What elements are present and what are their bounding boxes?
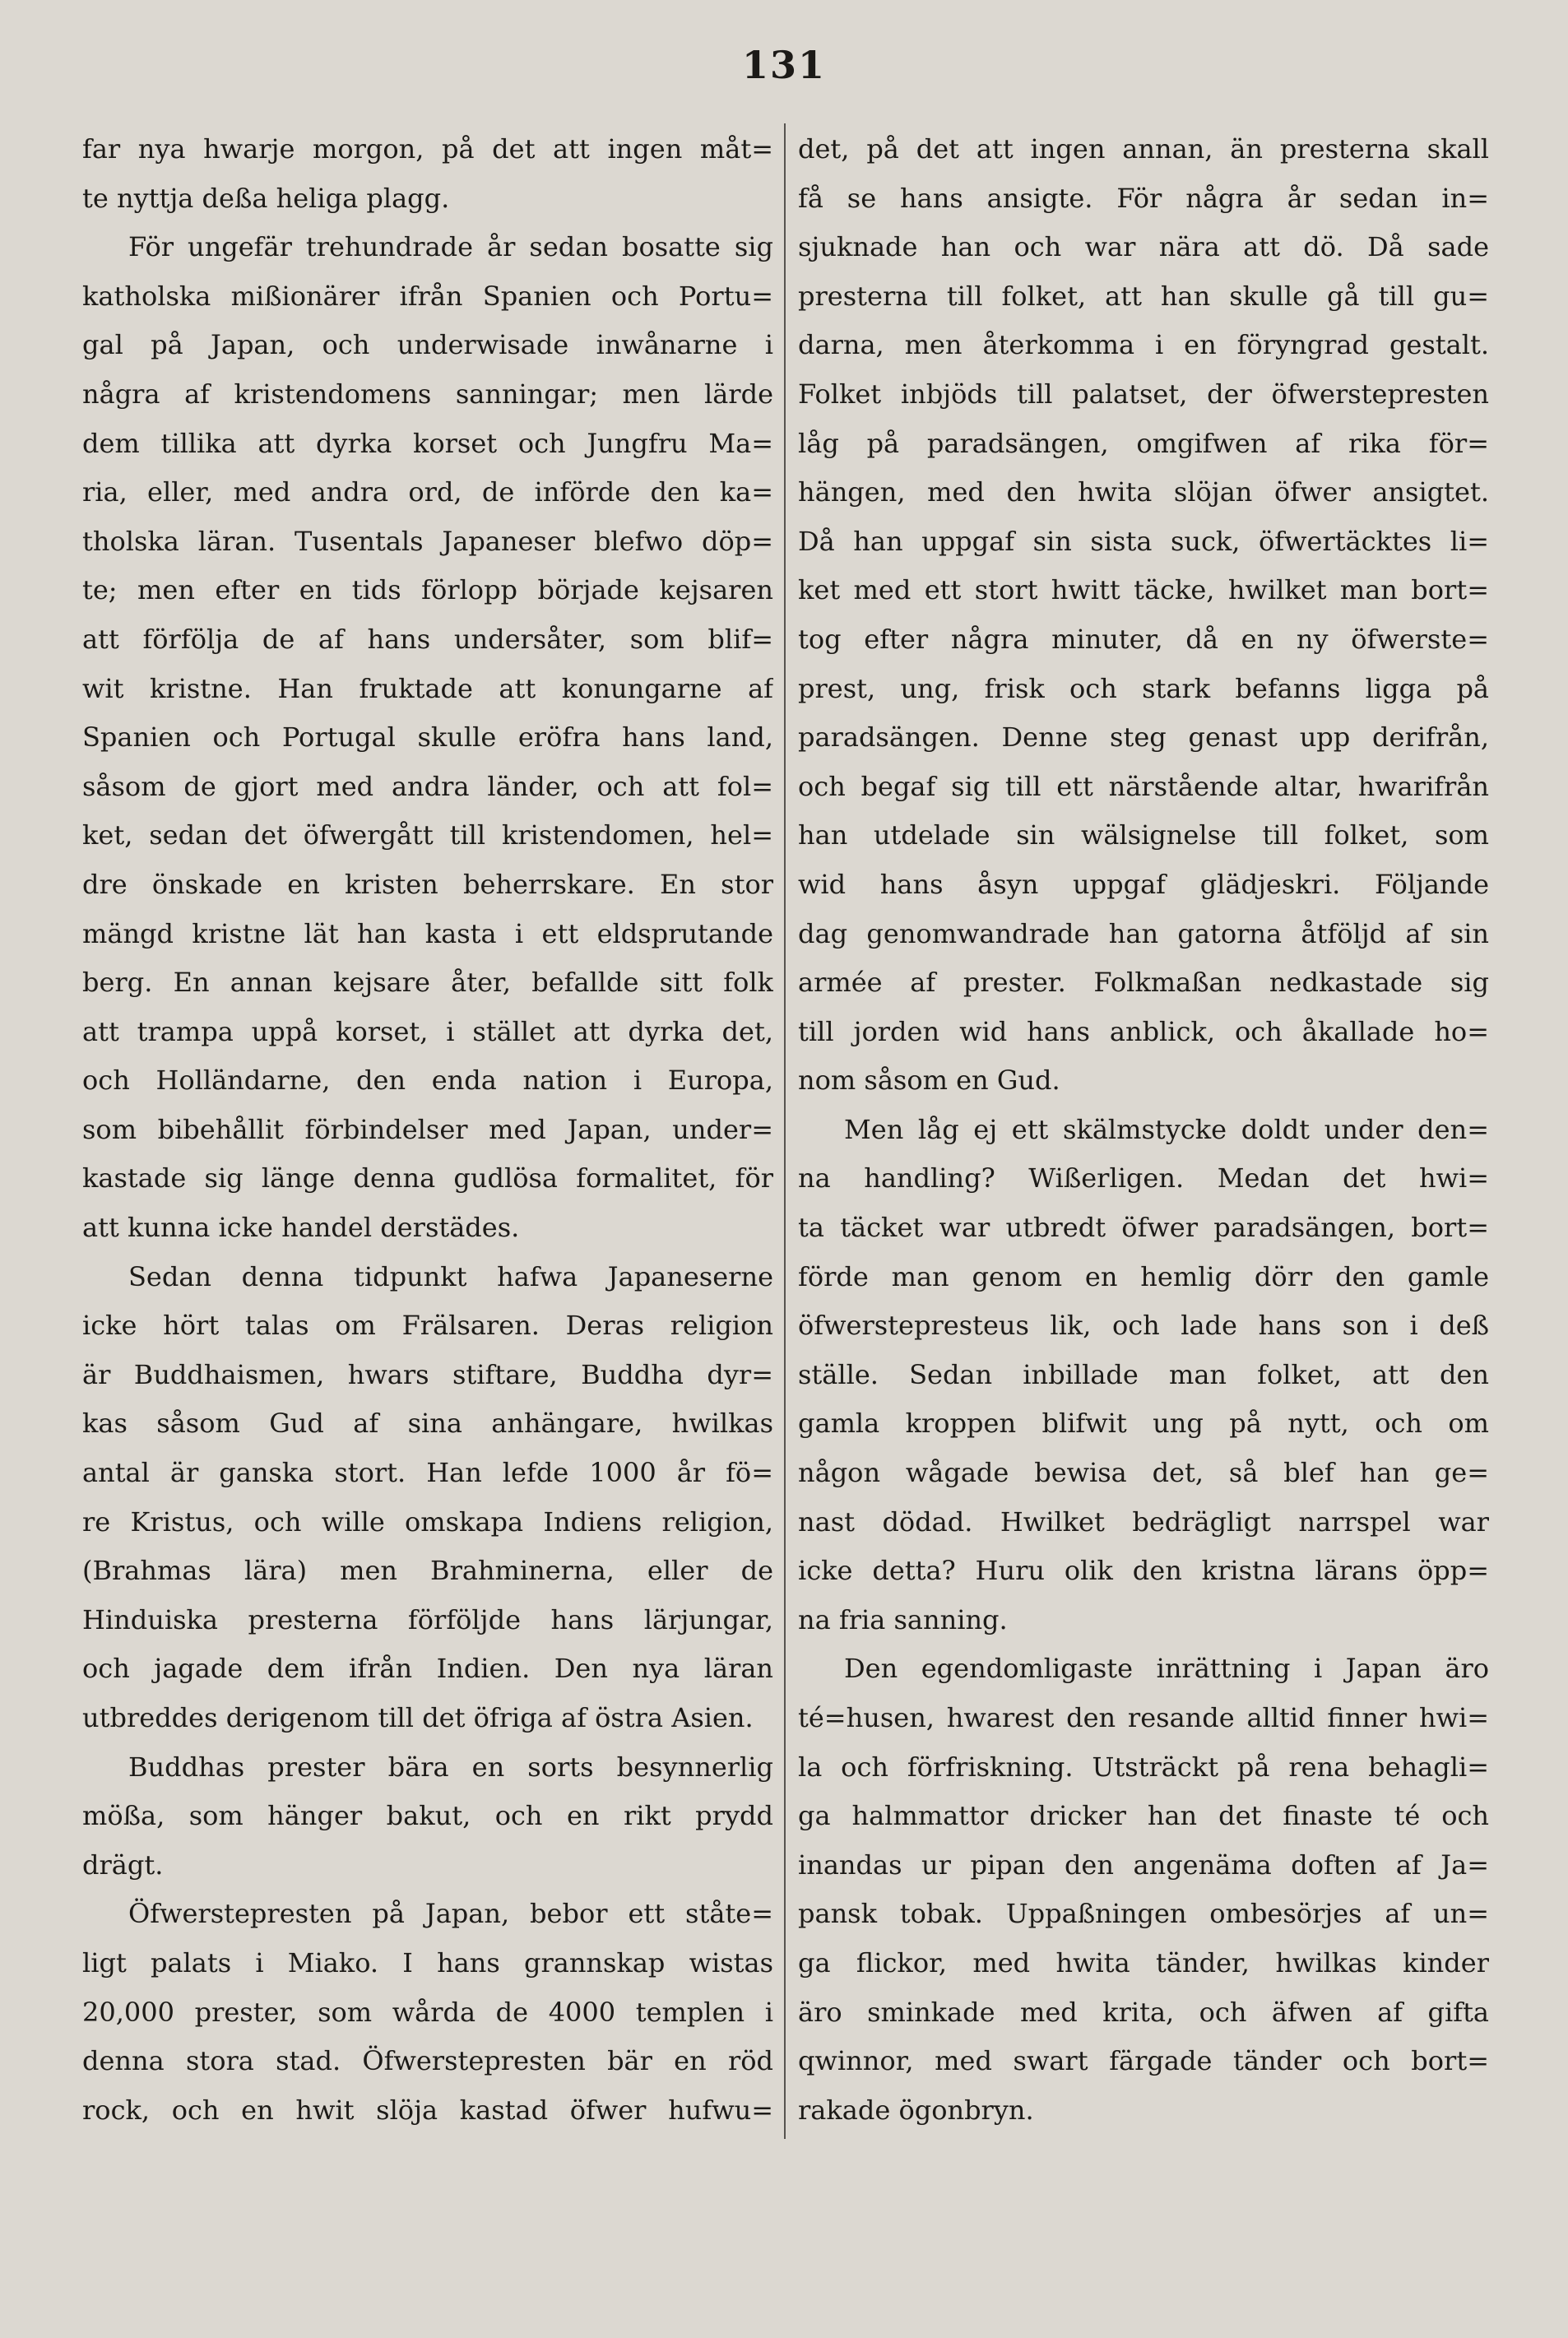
- text-line: tholska läran. Tusentals Japaneser blefwo döp=: [82, 525, 773, 557]
- text-line: ket med ett stort hwitt täcke, hwilket man bort=: [798, 574, 1489, 606]
- text-line: öfwerstepresteus lik, och lade hans son i deß: [798, 1310, 1489, 1342]
- page-number: 131: [741, 43, 827, 87]
- text-line: För ungefär trehundrade år sedan bosatte sig: [128, 231, 773, 263]
- text-line: Men låg ej ett skälmstycke doldt under den=: [844, 1113, 1489, 1145]
- text-line: mößa, som hänger bakut, och en rikt prydd: [82, 1800, 773, 1832]
- text-line: pansk tobak. Uppaßningen ombesörjes af un=: [798, 1898, 1489, 1930]
- text-line: förde man genom en hemlig dörr den gamle: [798, 1260, 1489, 1292]
- text-line: dag genomwandrade han gatorna åtföljd af sin: [798, 917, 1489, 949]
- text-line: 20,000 prester, som wårda de 4000 templen i: [82, 1996, 773, 2028]
- column-divider: [784, 123, 786, 2139]
- text-line: paradsängen. Denne steg genast upp derifrån,: [798, 721, 1489, 754]
- text-line: te; men efter en tids förlopp började kejsaren: [82, 574, 773, 606]
- text-line: na fria sanning.: [798, 1603, 1008, 1635]
- text-line: Öfwerstepresten på Japan, bebor ett ståte=: [128, 1898, 773, 1930]
- text-line: är Buddhaismen, hwars stiftare, Buddha dyr=: [82, 1358, 773, 1390]
- text-line: té=husen, hwarest den resande alltid finner hwi=: [798, 1702, 1489, 1733]
- text-line: Hinduiska presterna förföljde hans lärjungar,: [82, 1603, 773, 1635]
- left-column: [82, 125, 773, 2135]
- text-line: nom såsom en Gud.: [798, 1065, 1060, 1097]
- text-line: gamla kroppen blifwit ung på nytt, och om: [798, 1408, 1489, 1440]
- text-line: Då han uppgaf sin sista suck, öfwertäcktes li=: [798, 525, 1489, 557]
- text-line: få se hans ansigte. För några år sedan in=: [798, 182, 1489, 214]
- text-line: gal på Japan, och underwisade inwånarne i: [82, 329, 773, 361]
- text-line: tog efter några minuter, då en ny öfwerste=: [798, 623, 1489, 655]
- text-line: äro sminkade med krita, och äfwen af gifta: [798, 1996, 1489, 2028]
- text-line: och begaf sig till ett närstående altar, hwarifrån: [798, 770, 1489, 802]
- text-line: icke detta? Huru olik den kristna lärans öpp=: [798, 1555, 1489, 1587]
- text-line: rock, och en hwit slöja kastad öfwer hufwu=: [82, 2094, 773, 2126]
- text-line: te nyttja deßa heliga plagg.: [82, 182, 450, 214]
- text-line: att trampa uppå korset, i stället att dyrka det,: [82, 1015, 773, 1047]
- text-line: antal är ganska stort. Han lefde 1000 år fö=: [82, 1457, 773, 1489]
- text-line: kas såsom Gud af sina anhängare, hwilkas: [82, 1408, 773, 1440]
- text-line: na handling? Wißerligen. Medan det hwi=: [798, 1162, 1489, 1195]
- text-line: berg. En annan kejsare åter, befallde sitt folk: [82, 967, 773, 999]
- text-line: ria, eller, med andra ord, de införde den ka=: [82, 476, 773, 508]
- text-line: mängd kristne lät han kasta i ett eldsprutande: [82, 917, 773, 949]
- text-line: qwinnor, med swart färgade tänder och bort=: [798, 2045, 1489, 2077]
- text-line: armée af prester. Folkmaßan nedkastade sig: [798, 967, 1489, 999]
- text-line: och jagade dem ifrån Indien. Den nya läran: [82, 1653, 773, 1685]
- text-line: Den egendomligaste inrättning i Japan äro: [844, 1653, 1489, 1685]
- text-line: la och förfriskning. Utsträckt på rena behagli=: [798, 1751, 1489, 1783]
- text-line: ket, sedan det öfwergått till kristendomen, hel=: [82, 819, 773, 851]
- text-line: några af kristendomens sanningar; men lärde: [82, 378, 773, 410]
- text-line: någon wågade bewisa det, så blef han ge=: [798, 1457, 1489, 1489]
- text-line: dre önskade en kristen beherrskare. En stor: [82, 868, 773, 900]
- text-line: presterna till folket, att han skulle gå till gu=: [798, 280, 1489, 312]
- text-line: icke hört talas om Frälsaren. Deras religion: [82, 1310, 773, 1342]
- text-line: katholska mißionärer ifrån Spanien och Portu=: [82, 280, 773, 312]
- text-line: inandas ur pipan den angenäma doften af Ja=: [798, 1849, 1489, 1881]
- text-line: ga halmmattor dricker han det finaste té och: [798, 1800, 1489, 1832]
- text-line: som bibehållit förbindelser med Japan, under=: [82, 1113, 773, 1145]
- text-line: det, på det att ingen annan, än presterna skall: [798, 133, 1489, 165]
- text-line: prest, ung, frisk och stark befanns ligga på: [798, 672, 1489, 704]
- text-line: rakade ögonbryn.: [798, 2094, 1034, 2126]
- text-line: nast dödad. Hwilket bedrägligt narrspel war: [798, 1505, 1489, 1538]
- text-line: denna stora stad. Öfwerstepresten bär en röd: [82, 2045, 773, 2077]
- text-line: utbreddes derigenom till det öfriga af östra Asien.: [82, 1702, 754, 1733]
- text-line: ligt palats i Miako. I hans grannskap wistas: [82, 1946, 773, 1978]
- text-line: sjuknade han och war nära att dö. Då sade: [798, 231, 1489, 263]
- text-line: (Brahmas lära) men Brahminerna, eller de: [82, 1555, 773, 1587]
- text-line: att förfölja de af hans undersåter, som blif=: [82, 623, 773, 655]
- text-line: Buddhas prester bära en sorts besynnerlig: [128, 1751, 773, 1783]
- text-line: hängen, med den hwita slöjan öfwer ansigtet.: [798, 476, 1489, 508]
- right-column: [798, 125, 1489, 2135]
- text-line: kastade sig länge denna gudlösa formalitet, för: [82, 1162, 773, 1195]
- text-line: dem tillika att dyrka korset och Jungfru Ma=: [82, 427, 773, 459]
- text-line: drägt.: [82, 1849, 164, 1881]
- text-line: wit kristne. Han fruktade att konungarne af: [82, 672, 773, 704]
- text-line: Sedan denna tidpunkt hafwa Japaneserne: [128, 1260, 773, 1292]
- text-line: darna, men återkomma i en föryngrad gestalt.: [798, 329, 1489, 361]
- text-line: och Holländarne, den enda nation i Europa,: [82, 1065, 773, 1097]
- text-line: han utdelade sin wälsignelse till folket, som: [798, 819, 1489, 851]
- text-line: Folket inbjöds till palatset, der öfwerstepresten: [798, 378, 1489, 410]
- text-line: låg på paradsängen, omgifwen af rika för=: [798, 427, 1489, 459]
- text-line: ställe. Sedan inbillade man folket, att den: [798, 1358, 1489, 1390]
- text-line: far nya hwarje morgon, på det att ingen måt=: [82, 133, 773, 165]
- text-line: såsom de gjort med andra länder, och att fol=: [82, 770, 773, 802]
- text-line: wid hans åsyn uppgaf glädjeskri. Följande: [798, 868, 1489, 900]
- text-line: att kunna icke handel derstädes.: [82, 1212, 520, 1244]
- text-line: ga flickor, med hwita tänder, hwilkas kinder: [798, 1946, 1489, 1978]
- text-line: Spanien och Portugal skulle eröfra hans land,: [82, 721, 773, 754]
- text-line: ta täcket war utbredt öfwer paradsängen, bort=: [798, 1212, 1489, 1244]
- text-line: till jorden wid hans anblick, och åkallade ho=: [798, 1015, 1489, 1047]
- text-line: re Kristus, och wille omskapa Indiens religion,: [82, 1505, 773, 1538]
